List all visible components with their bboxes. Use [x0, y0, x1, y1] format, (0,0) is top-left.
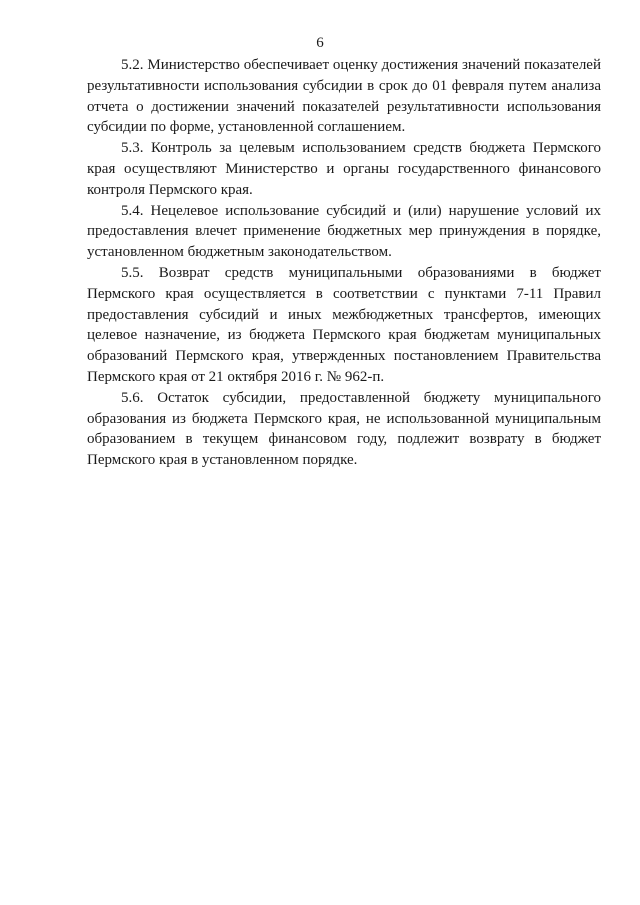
paragraph-5-6: 5.6. Остаток субсидии, предоставленной бюджету муниципального образования из бюджета Пермского края, не использованной муниципальным образованием в текущем финансовом году, подлежит возврату в бюджет Пермского края в установленном порядке. — [87, 389, 601, 469]
paragraph-5-3: 5.3. Контроль за целевым использованием средств бюджета Пермского края осуществляют Министерство и органы государственного финансового контроля Пермского края. — [87, 140, 601, 198]
page-number: 6 — [316, 35, 324, 51]
paragraph-5-4: 5.4. Нецелевое использование субсидий и (или) нарушение условий их предоставления влечет применение бюджетных мер принуждения в порядке, установленном бюджетным законодательством. — [87, 202, 601, 261]
paragraph-5-5: 5.5. Возврат средств муниципальными образованиями в бюджет Пермского края осуществляется в соответствии с пунктами 7-11 Правил предоставления субсидий и иных межбюджетных трансфертов, имеющих целевое назначение, из бюджета Пермского края бюджетам муниципальных образований Пермского края, утвержденных постановлением Правительства Пермского края от 21 октября 2016 г. № 962-п. — [87, 264, 601, 385]
document-body — [87, 55, 601, 471]
paragraph-5-2: 5.2. Министерство обеспечивает оценку достижения значений показателей результативности использования субсидии в срок до 01 февраля путем анализа отчета о достижении значений показателей результативности использования субсидии по форме, установленной соглашением. — [87, 57, 601, 136]
